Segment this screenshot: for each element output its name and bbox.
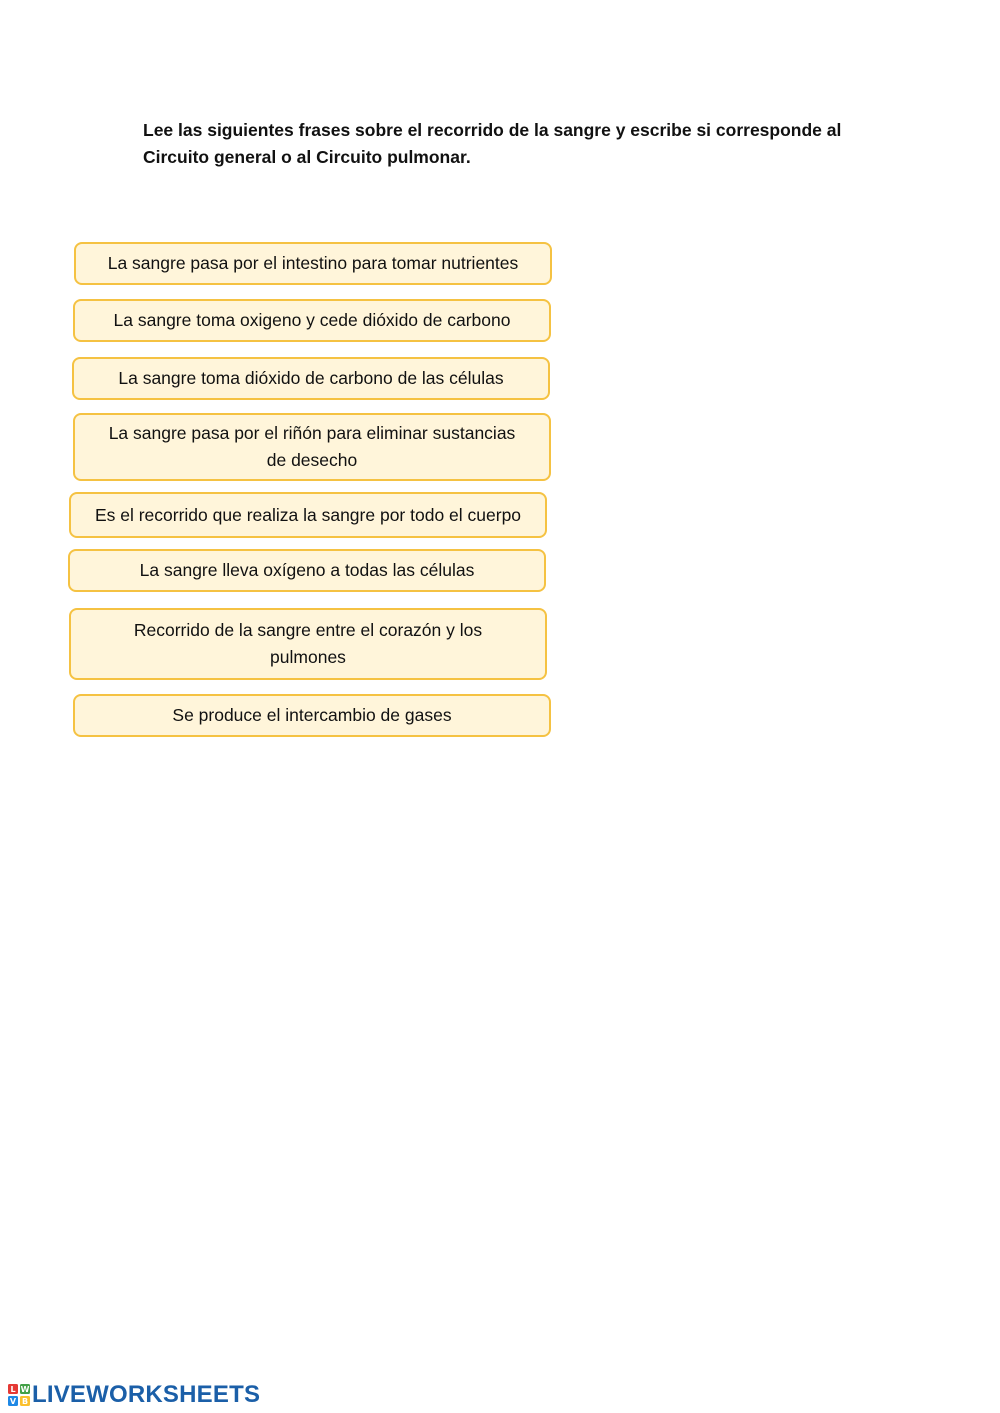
instructions-text: Lee las siguientes frases sobre el recorrido de la sangre y escribe si corresponde al Circuito general o al Circuito pulmonar. [143, 120, 842, 167]
svg-text:L: L [10, 1385, 16, 1394]
liveworksheets-logo-icon [8, 1384, 30, 1406]
svg-text:B: B [21, 1397, 29, 1406]
phrase-box-1[interactable]: La sangre pasa por el intestino para tomar nutrientes [74, 242, 552, 285]
phrase-box-5[interactable]: Es el recorrido que realiza la sangre por todo el cuerpo [69, 492, 547, 538]
liveworksheets-logo-text: LIVEWORKSHEETS [32, 1381, 261, 1408]
svg-text:W: W [20, 1385, 30, 1394]
phrase-box-2[interactable]: La sangre toma oxigeno y cede dióxido de carbono [73, 299, 551, 342]
svg-text:V: V [9, 1397, 17, 1406]
phrase-box-3[interactable]: La sangre toma dióxido de carbono de las células [72, 357, 550, 400]
liveworksheets-logo [8, 1381, 260, 1409]
phrase-box-7[interactable]: Recorrido de la sangre entre el corazón y los pulmones [69, 608, 547, 680]
phrase-box-6[interactable]: La sangre lleva oxígeno a todas las células [68, 549, 546, 592]
phrase-box-4[interactable]: La sangre pasa por el riñón para eliminar sustancias de desecho [73, 413, 551, 481]
phrase-box-8[interactable]: Se produce el intercambio de gases [73, 694, 551, 737]
